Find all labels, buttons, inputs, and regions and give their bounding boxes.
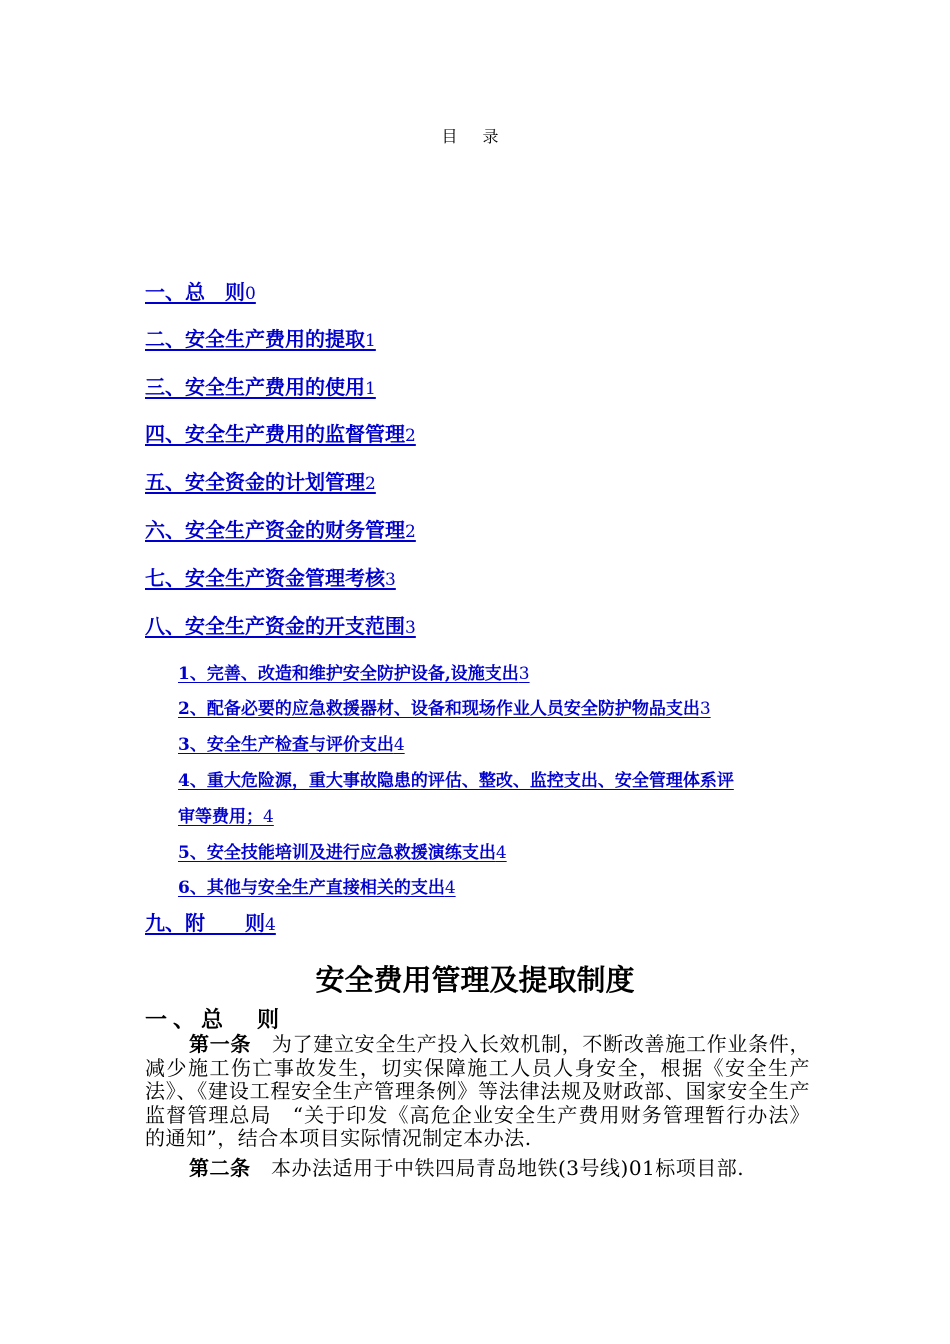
toc-sublink-3[interactable]: 3、安全生产检查与评价支出4 <box>178 735 405 755</box>
article-1 <box>145 1033 810 1151</box>
toc-link-assessment[interactable]: 七、安全生产资金管理考核3 <box>145 566 396 590</box>
toc-link-appendix[interactable]: 九、附 则4 <box>145 911 276 935</box>
toc-sublink-6[interactable]: 6、其他与安全生产直接相关的支出4 <box>178 878 456 898</box>
toc-link-general[interactable]: 一、总 则0 <box>145 280 256 304</box>
article-1-text: 为了建立安全生产投入长效机制，不断改善施工作业条件，减少施工伤亡事故发生，切实保障施工人员人身安全，根据《安全生产法》、《建设工程安全生产管理条例》等法律法规及财政部、国家安全生产监督管理总局 “关于印发《高危企业安全生产费用财务管理暂行办法》的通知”，结合本项目实际情况制定本办法. <box>145 1032 811 1151</box>
toc-sublink-2[interactable]: 2、配备必要的应急救援器材、设备和现场作业人员安全防护物品支出3 <box>178 699 711 719</box>
toc-sublink-4[interactable]: 4、重大危险源，重大事故隐患的评估、整改、监控支出、安全管理体系评 <box>178 771 734 791</box>
toc-link-supervision[interactable]: 四、安全生产费用的监督管理2 <box>145 422 416 446</box>
toc-link-extraction[interactable]: 二、安全生产费用的提取1 <box>145 327 376 351</box>
toc-link-planning[interactable]: 五、安全资金的计划管理2 <box>145 470 376 494</box>
toc-sublink-1[interactable]: 1、完善、改造和维护安全防护设备,设施支出3 <box>178 664 530 684</box>
toc-sublink-4-cont[interactable]: 审等费用；4 <box>178 807 274 827</box>
toc-heading: 目 录 <box>441 127 509 146</box>
document-title: 安全费用管理及提取制度 <box>315 963 635 997</box>
toc-sublink-5[interactable]: 5、安全技能培训及进行应急救援演练支出4 <box>178 843 507 863</box>
article-2 <box>145 1157 810 1181</box>
article-2-text: 本办法适用于中铁四局青岛地铁(3号线)01标项目部. <box>250 1156 745 1180</box>
toc-link-usage[interactable]: 三、安全生产费用的使用1 <box>145 375 376 399</box>
section-heading-general: 一、总 则 <box>145 1007 286 1033</box>
article-1-label: 第一条 <box>189 1032 252 1056</box>
toc-link-finance[interactable]: 六、安全生产资金的财务管理2 <box>145 518 416 542</box>
article-2-label: 第二条 <box>189 1156 251 1180</box>
toc-link-scope[interactable]: 八、安全生产资金的开支范围3 <box>145 614 416 638</box>
